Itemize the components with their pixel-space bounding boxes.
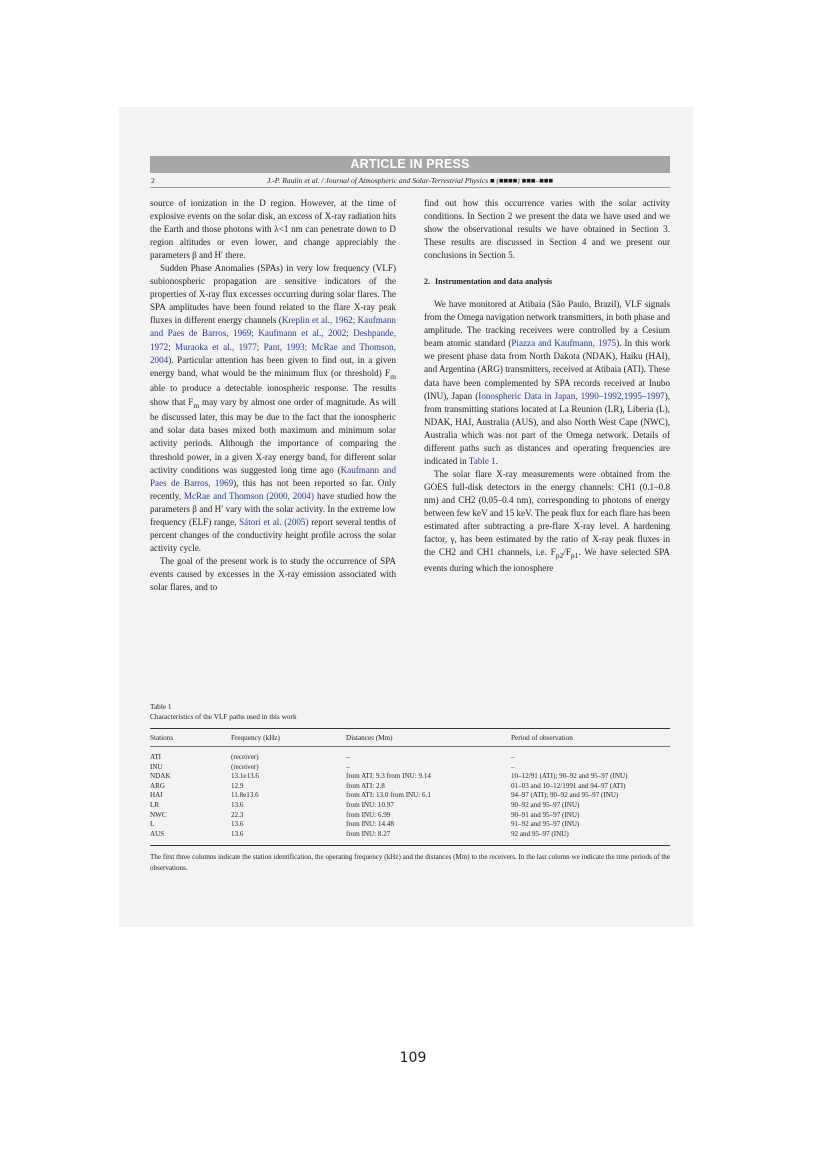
- column-header: Stations: [150, 734, 174, 742]
- table-row: ARG 12.9 from ATI: 2.8 01–03 and 10–12/1991 and 94–97 (ATI): [150, 781, 626, 790]
- table-row: LR 13.6 from INU: 10.97 90–92 and 95–97 (INU): [150, 800, 580, 809]
- table-1: [150, 702, 670, 873]
- table-row: AUS 13.6 from INU: 8.27 92 and 95–97 (INU): [150, 829, 569, 838]
- citation-link[interactable]: Kaufmann and Paes de Barros, 1969: [150, 464, 396, 488]
- paragraph: The solar flare X-ray measurements were obtained from the GOES full-disk detectors in the energy channels: CH1 (0.1–0.8 nm) and CH2 (0.05–0.4 nm), corresponding to photons of energy between few keV and 15 keV. The peak flux for each flare has been estimated after subtracting a pre-flare X-ray level. A hardening factor, γ, has been estimated by the ratio of X-ray peak fluxes in the CH2 and CH1 channels, i.e. $F_{p2}/F_{p1}$. We have selected SPA events during which the ionosphere: [424, 468, 671, 573]
- table-row: NDAK 13.1e13.6 from ATI: 9.3 from INU: 9.14 10–12/91 (ATI); 90–92 and 95–97 (INU): [150, 772, 628, 781]
- citation-link[interactable]: McRae and Thomson (2000, 2004): [183, 490, 314, 501]
- citation-link[interactable]: Sátori et al. (2005): [239, 516, 309, 527]
- vlf-paths-table: [150, 729, 670, 845]
- paragraph: source of ionization in the D region. However, at the time of explosive events on the solar disk, an excess of X-ray radiation hits the Earth and those photons with λ<1 nm can penetrate down to D region altitudes or even lower, and change appreciably the parameters β and H′ there.: [150, 198, 396, 261]
- table-link[interactable]: Table 1: [468, 455, 496, 466]
- table-row: HAI 11.8e13.6 from ATI: 13.0 from INU: 6.1 94–97 (ATI); 90–92 and 95–97 (INU): [150, 791, 619, 800]
- journal-citation: J.-P. Raulin et al. / Journal of Atmospheric and Solar-Terrestrial Physics ■ (■■■■) ■■■–■■■: [266, 176, 554, 185]
- citation-link[interactable]: Kreplin et al., 1962; Kaufmann and Paes de Barros, 1969; Kaufmann et al., 2002; Deshpande, 1972; Muraoka et al., 1977; Pant, 1993; McRae and Thomson, 2004: [150, 315, 396, 365]
- column-header: Frequency (kHz): [231, 734, 280, 742]
- citation-link[interactable]: Piazza and Kaufmann, 1975: [511, 338, 617, 349]
- table-row: ATI (receiver) – –: [150, 753, 515, 761]
- paragraph: The goal of the present work is to study the occurrence of SPA events caused by excesses in the X-ray emission associated with solar flares, and to: [150, 555, 396, 592]
- table-row: NWC 22.3 from INU: 6.99 90–91 and 95–97 (INU): [150, 810, 580, 819]
- table-footnote: The first three columns indicate the station identification, the operating frequency (kHz) and the distances (Mm) to the receivers. In the last column we indicate the time periods of the observations.: [150, 853, 670, 872]
- table-row: L 13.6 from INU: 14.48 91–92 and 95–97 (INU): [150, 820, 580, 829]
- column-header: Distances (Mm): [346, 734, 393, 742]
- column-header: Period of observation: [511, 734, 573, 742]
- running-head: [150, 175, 670, 188]
- section-heading: 2. Instrumentation and data analysis: [424, 277, 553, 287]
- table-header-row: [150, 729, 670, 747]
- article-in-press-banner: ARTICLE IN PRESS: [150, 156, 670, 173]
- paragraph: We have monitored at Atibaia (São Paulo, Brazil), VLF signals from the Omega navigation network transmitters, in both phase and amplitude. The tracking receivers were controlled by a Cesium beam atomic standard (Piazza and Kaufmann, 1975). In this work we present phase data from North Dakota (NDAK), Haiku (HAI), and Argentina (ARG) transmitters, received at Atibaia (ATI). These data have been complemented by SPA records received at Inubo (INU), Japan (Ionospheric Data in Japan, 1990–1992,1995–1997), from transmitting stations located at La Reunion (LR), Liberia (L), NDAK, HAI, Australia (AUS), and also North West Cape (NWC), Australia which was not part of the Omega network. Details of different paths such as distances and operating frequencies are indicated in Table 1.: [424, 299, 670, 466]
- right-column: [424, 197, 670, 575]
- page-number: 109: [399, 1050, 427, 1066]
- paragraph: find out how this occurrence varies with the solar activity conditions. In Section 2 we present the data we have used and we show the observational results we have obtained in Section 3. These results are discussed in Section 4 and we present our conclusions in Section 5.: [424, 198, 670, 261]
- table-bottom-rule: [150, 845, 670, 846]
- left-column: [150, 197, 396, 594]
- paragraph: Sudden Phase Anomalies (SPAs) in very low frequency (VLF) subionospheric propagation are sensitive indicators of the properties of X-ray flux excesses occurring during solar flares. The SPA amplitudes have been found related to the flare X-ray peak fluxes in different energy channels (Kreplin et al., 1962; Kaufmann and Paes de Barros, 1969; Kaufmann et al., 2002; Deshpande, 1972; Muraoka et al., 1977; Pant, 1993; McRae and Thomson, 2004). Particular attention has been given to find out, in a given energy band, what would be the minimum flux (or threshold) $F_m$ able to produce a detectable ionospheric response. The results show that $F_m$ may vary by almost one order of magnitude. As will be discussed later, this may be due to the fact that the ionospheric and solar data bases mixed both maximum and minimum solar activity periods. Although the importance of comparing the threshold power, in a given X-ray energy band, for different solar activity conditions was suggested long time ago (Kaufmann and Paes de Barros, 1969), this has not been reported so far. Only recently, McRae and Thomson (2000, 2004) have studied how the parameters β and H′ vary with the solar activity. In the extreme low frequency (ELF) range, Sátori et al. (2005) report several tenths of percent changes of the conductivity height profile across the solar activity cycle.: [150, 263, 397, 553]
- table-subcaption: Characteristics of the VLF paths used in this work: [150, 712, 297, 721]
- citation-link[interactable]: Ionospheric Data in Japan, 1990–1992,1995–1997: [478, 390, 665, 401]
- table-caption: Table 1: [150, 702, 172, 711]
- table-row: INU (receiver) – –: [150, 762, 515, 771]
- journal-page-number: 2: [151, 176, 155, 185]
